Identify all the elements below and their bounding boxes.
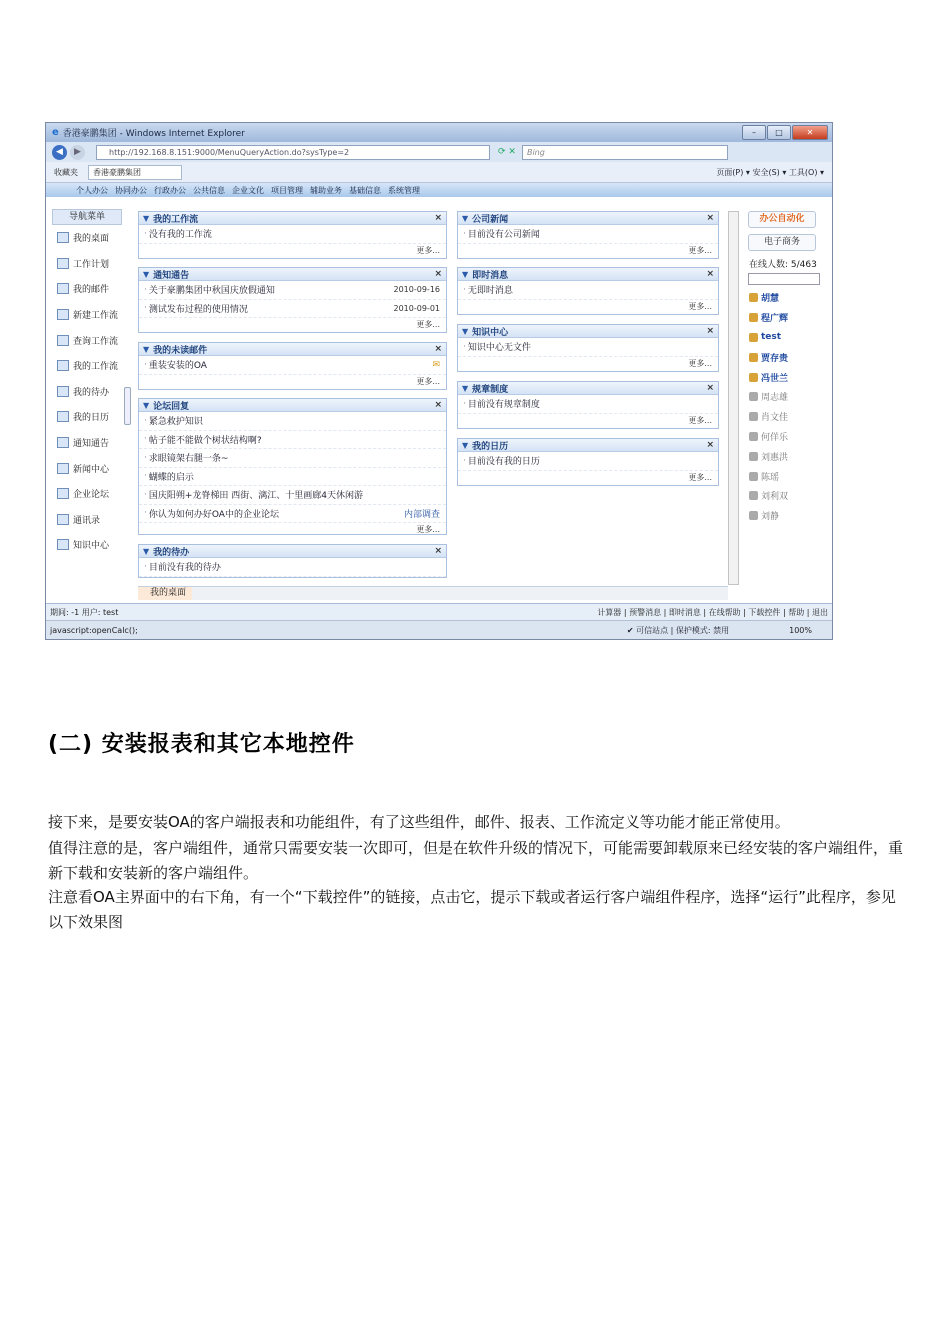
forum-tag: 内部调查 xyxy=(403,509,440,520)
oa-menu-bar xyxy=(46,183,832,198)
window-controls xyxy=(741,125,828,140)
sidebar-item[interactable] xyxy=(52,507,122,533)
offline-user[interactable]: 刘利双 xyxy=(746,486,826,506)
trust-zone: ✔ 可信站点 | 保护模式: 禁用 xyxy=(626,625,730,635)
oa-statusbar xyxy=(46,603,832,620)
menu-icon xyxy=(57,539,69,550)
list-item[interactable]: · 你认为如何办好OA中的企业论坛 内部调查 xyxy=(139,505,446,524)
close-button[interactable]: ✕ xyxy=(792,125,828,140)
menu-icon xyxy=(57,283,69,294)
command-bar[interactable]: 页面(P) ▾ 安全(S) ▾ 工具(O) ▾ xyxy=(716,167,824,177)
address-bar-row xyxy=(46,142,832,162)
user-icon xyxy=(749,412,758,421)
menu-item[interactable]: 系统管理 xyxy=(388,185,420,195)
sidebar-item[interactable] xyxy=(52,430,122,456)
sidebar-item-label: 新建工作流 xyxy=(73,311,119,322)
collapse-arrow-icon[interactable]: ▼ xyxy=(143,213,150,223)
collapse-arrow-icon[interactable]: ▼ xyxy=(143,344,150,354)
sidebar-title: 导航菜单 xyxy=(52,209,122,225)
sidebar-item-label: 我的日历 xyxy=(73,413,110,424)
menu-icon xyxy=(57,309,69,320)
more-link[interactable]: 更多... xyxy=(416,245,440,255)
menu-item[interactable]: 个人办公 xyxy=(76,185,108,195)
user-icon xyxy=(749,491,758,500)
search-input[interactable]: Bing xyxy=(522,145,728,160)
menu-icon xyxy=(57,411,69,422)
sidebar-item[interactable] xyxy=(52,455,122,481)
user-select[interactable] xyxy=(748,273,820,285)
more-link[interactable]: 更多... xyxy=(688,358,712,368)
list-item[interactable]: · 目前没有规章制度 xyxy=(458,395,718,414)
online-user[interactable]: 贾存贵 xyxy=(746,347,826,367)
ie-titlebar xyxy=(46,123,832,142)
panel-unread-mail xyxy=(138,342,447,390)
refresh-stop-icons[interactable]: ⟳ ✕ xyxy=(498,147,516,157)
more-link[interactable]: 更多... xyxy=(688,415,712,425)
list-item[interactable]: · 帖子能不能做个树状结构啊? xyxy=(139,431,446,450)
collapse-arrow-icon[interactable]: ▼ xyxy=(143,269,150,279)
list-item[interactable]: · 测试发布过程的使用情况 2010-09-01 xyxy=(139,300,446,319)
menu-item[interactable]: 企业文化 xyxy=(232,185,264,195)
close-icon[interactable]: × xyxy=(706,326,714,336)
offline-user[interactable]: 刘静 xyxy=(746,506,826,526)
close-icon[interactable]: × xyxy=(434,344,442,354)
panel-title: 我的日历 xyxy=(472,441,509,452)
list-item[interactable]: · 蝴蝶的启示 xyxy=(139,468,446,487)
offline-user[interactable]: 周志雄 xyxy=(746,387,826,407)
sidebar-item-label: 通知通告 xyxy=(73,439,110,450)
menu-icon xyxy=(57,437,69,448)
user-icon xyxy=(749,333,758,342)
section-heading: (二) 安装报表和其它本地控件 xyxy=(48,732,355,757)
list-item[interactable]: · 国庆阳朔+龙脊梯田 西街、漓江、十里画廊4天休闲游 xyxy=(139,486,446,505)
panel-company-news xyxy=(457,211,719,259)
office-automation-button[interactable]: 办公自动化 xyxy=(748,211,816,228)
oa-workspace xyxy=(46,197,832,603)
user-icon xyxy=(749,293,758,302)
paragraph-1: 接下来，是要安装OA的客户端报表和功能组件，有了这些组件，邮件、报表、工作流定义等功能才能正常使用。 xyxy=(48,813,790,831)
more-link[interactable]: 更多... xyxy=(688,301,712,311)
sidebar-item[interactable] xyxy=(52,353,122,379)
bottom-tabbar xyxy=(138,586,728,600)
user-icon xyxy=(749,353,758,362)
list-item[interactable]: · 关于豪鹏集团中秋国庆放假通知 2010-09-16 xyxy=(139,281,446,300)
panel-rules xyxy=(457,381,719,429)
panel-title: 我的待办 xyxy=(153,547,190,558)
offline-user[interactable]: 何佯乐 xyxy=(746,427,826,447)
list-item[interactable]: · 目前没有公司新闻 xyxy=(458,225,718,244)
panel-title: 知识中心 xyxy=(472,327,509,338)
menu-icon xyxy=(57,258,69,269)
menu-icon xyxy=(57,488,69,499)
panel-title: 我的工作流 xyxy=(153,214,199,225)
more-link[interactable]: 更多... xyxy=(416,376,440,386)
panel-notice xyxy=(138,267,447,333)
more-link[interactable]: 更多... xyxy=(416,320,440,329)
browser-tab[interactable]: 香港豪鹏集团 xyxy=(88,165,182,180)
menu-item[interactable]: 基础信息 xyxy=(349,185,381,195)
sidebar-item[interactable] xyxy=(52,481,122,507)
sidebar-item-label: 通讯录 xyxy=(73,515,101,526)
panel-title: 规章制度 xyxy=(472,384,509,395)
user-icon xyxy=(749,313,758,322)
user-icon xyxy=(749,472,758,481)
panel-todo xyxy=(138,544,447,578)
more-link[interactable]: 更多... xyxy=(688,245,712,255)
panel-forum xyxy=(138,398,447,535)
ecommerce-button[interactable]: 电子商务 xyxy=(748,234,816,251)
oa-screenshot xyxy=(45,122,833,640)
sidebar-item-label: 企业论坛 xyxy=(73,490,110,501)
panel-knowledge xyxy=(457,324,719,372)
sidebar-item[interactable] xyxy=(52,404,122,430)
menu-item[interactable]: 行政办公 xyxy=(154,185,186,195)
user-icon xyxy=(749,511,758,520)
collapse-arrow-icon[interactable]: ▼ xyxy=(143,400,150,410)
collapse-arrow-icon[interactable]: ▼ xyxy=(143,546,150,556)
user-icon xyxy=(749,373,758,382)
close-icon[interactable]: × xyxy=(706,269,714,279)
list-item[interactable]: · 无即时消息 xyxy=(458,281,718,300)
close-icon[interactable]: × xyxy=(706,440,714,450)
list-item[interactable]: · 没有我的工作流 xyxy=(139,225,446,244)
main-scrollbar[interactable] xyxy=(728,211,739,585)
sidebar-item-label: 我的工作流 xyxy=(73,362,119,373)
sidebar-collapse-handle[interactable] xyxy=(124,387,131,425)
tab-my-desktop[interactable]: 我的桌面 xyxy=(138,587,192,600)
list-item[interactable]: · 知识中心无文件 xyxy=(458,338,718,357)
sidebar-item[interactable] xyxy=(52,532,122,558)
close-icon[interactable]: × xyxy=(434,269,442,279)
window-title: 香港豪鹏集团 - Windows Internet Explorer xyxy=(62,129,245,139)
sidebar-item[interactable] xyxy=(52,276,122,302)
user-icon xyxy=(749,432,758,441)
close-icon[interactable]: × xyxy=(434,546,442,556)
sidebar-item-label: 我的桌面 xyxy=(73,234,110,245)
panel-title: 即时消息 xyxy=(472,270,509,281)
close-icon[interactable]: × xyxy=(706,213,714,223)
menu-item[interactable]: 协同办公 xyxy=(115,185,147,195)
list-item[interactable]: · 紧急救护知识 xyxy=(139,412,446,431)
panel-title: 论坛回复 xyxy=(153,401,190,412)
menu-item[interactable]: 项目管理 xyxy=(271,185,303,195)
panel-workflow xyxy=(138,211,447,259)
sidebar-item-label: 新闻中心 xyxy=(73,464,110,475)
offline-user[interactable]: 肖文佳 xyxy=(746,407,826,427)
online-user[interactable]: 冯世兰 xyxy=(746,367,826,387)
panel-title: 通知通告 xyxy=(153,270,190,281)
menu-icon xyxy=(57,232,69,243)
paragraph-2: 值得注意的是，客户端组件，通常只需要安装一次即可，但是在软件升级的情况下，可能需要卸载原来已经安装的客户端组件，重新下载和安装新的客户端组件。 xyxy=(48,839,904,882)
more-link[interactable]: 更多... xyxy=(688,472,712,482)
menu-icon xyxy=(57,360,69,371)
collapse-arrow-icon[interactable]: ▼ xyxy=(462,269,469,279)
close-icon[interactable]: × xyxy=(434,213,442,223)
close-icon[interactable]: × xyxy=(706,383,714,393)
menu-icon xyxy=(57,335,69,346)
panel-instant-message xyxy=(457,267,719,315)
sidebar-item[interactable] xyxy=(52,379,122,405)
offline-user[interactable]: 刘惠洪 xyxy=(746,446,826,466)
favorites-bar xyxy=(46,162,832,183)
collapse-arrow-icon[interactable]: ▼ xyxy=(462,440,469,450)
offline-user[interactable]: 陈瑶 xyxy=(746,466,826,486)
back-icon[interactable]: ◀ xyxy=(52,145,67,160)
collapse-arrow-icon[interactable]: ▼ xyxy=(462,213,469,223)
more-link[interactable]: 更多... xyxy=(416,525,440,534)
user-icon xyxy=(749,452,758,461)
list-item[interactable]: · 目前没有我的待办 xyxy=(139,558,446,577)
panel-title: 公司新闻 xyxy=(472,214,509,225)
sidebar-item-label: 我的待办 xyxy=(73,387,110,398)
paragraph-3: 注意看OA主界面中的右下角，有一个“下载控件”的链接，点击它，提示下载或者运行客户端组件程序，选择“运行”此程序，参见以下效果图 xyxy=(48,888,896,931)
list-item[interactable]: · 求眼镜架右腿一条~ xyxy=(139,449,446,468)
list-item[interactable]: · 重装安装的OA ✉ xyxy=(139,356,446,375)
collapse-arrow-icon[interactable]: ▼ xyxy=(462,326,469,336)
sidebar-item[interactable] xyxy=(52,225,122,251)
collapse-arrow-icon[interactable]: ▼ xyxy=(462,383,469,393)
ie-icon: e xyxy=(52,127,59,138)
period-user-info: 期间: -1 用户: test xyxy=(50,607,119,617)
online-user[interactable]: 胡慧 xyxy=(746,288,826,308)
zoom-level[interactable]: 100% xyxy=(789,625,812,635)
panel-calendar xyxy=(457,438,719,486)
menu-item[interactable]: 公共信息 xyxy=(193,185,225,195)
close-icon[interactable]: × xyxy=(434,400,442,410)
nav-sidebar xyxy=(52,209,122,558)
minimize-button[interactable]: – xyxy=(742,125,766,140)
menu-item[interactable]: 辅助业务 xyxy=(310,185,342,195)
maximize-button[interactable]: □ xyxy=(767,125,791,140)
sidebar-item-label: 我的邮件 xyxy=(73,285,110,296)
menu-icon xyxy=(57,463,69,474)
favorites-button[interactable]: 收藏夹 xyxy=(54,167,78,177)
list-item[interactable]: · 目前没有我的日历 xyxy=(458,452,718,471)
forward-icon[interactable]: ▶ xyxy=(70,145,85,160)
user-icon xyxy=(749,392,758,401)
envelope-icon: ✉ xyxy=(432,359,440,370)
menu-icon xyxy=(57,514,69,525)
status-url: javascript:openCalc(); xyxy=(50,625,138,635)
status-links[interactable]: 计算器 | 预警消息 | 即时消息 | 在线帮助 | 下载控件 | 帮助 | 退出 xyxy=(597,607,828,617)
sidebar-item[interactable] xyxy=(52,302,122,328)
panel-title: 我的未读邮件 xyxy=(153,345,208,356)
sidebar-item-label: 知识中心 xyxy=(73,541,110,552)
sidebar-item-label: 工作计划 xyxy=(73,259,110,270)
online-user[interactable]: 程广辉 xyxy=(746,308,826,328)
right-column xyxy=(746,209,826,526)
ie-statusbar xyxy=(46,620,832,639)
sidebar-item[interactable] xyxy=(52,327,122,353)
sidebar-item-label: 查询工作流 xyxy=(73,336,119,347)
address-input[interactable]: http://192.168.8.151:9000/MenuQueryAction.do?sysType=2 xyxy=(96,145,490,160)
menu-icon xyxy=(57,386,69,397)
sidebar-item[interactable] xyxy=(52,251,122,277)
online-user[interactable]: test xyxy=(746,328,826,348)
online-count: 在线人数: 5/463 xyxy=(749,260,817,270)
